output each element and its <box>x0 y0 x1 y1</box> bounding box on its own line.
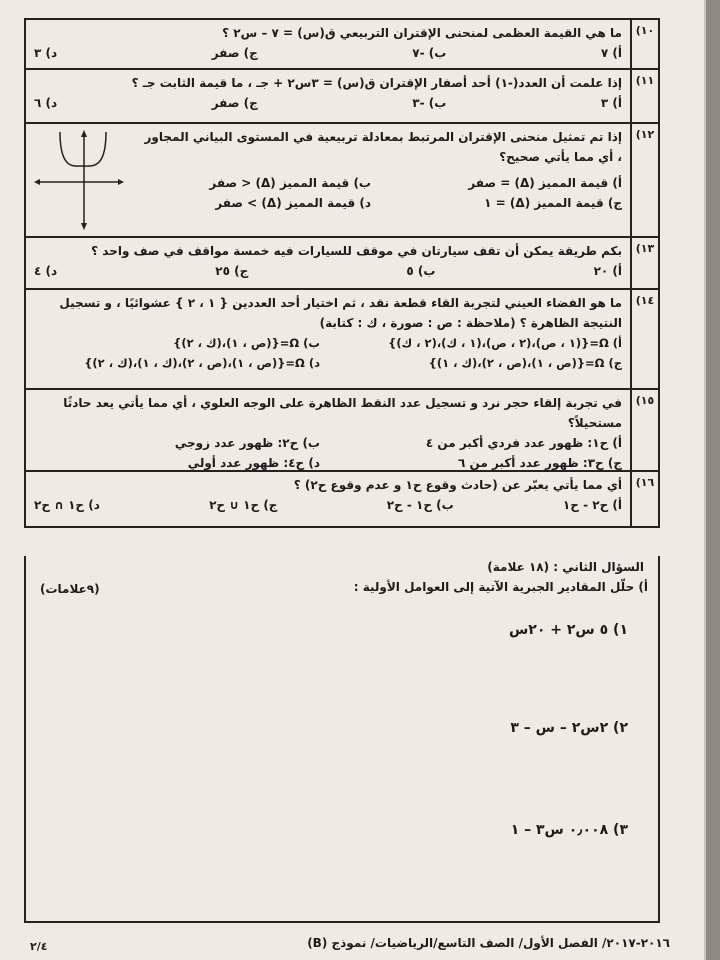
question-14 <box>26 290 658 390</box>
question-text: إذا علمت أن العدد(-١) أحد أصفار الإقتران ق(س) = ٣س٢ + جـ ، ما قيمة الثابت جـ ؟ <box>131 76 622 90</box>
option-b: ب) -٣ <box>412 96 447 110</box>
question-11 <box>26 70 658 124</box>
footer-title: ٢٠١٦-٢٠١٧/ الفصل الأول/ الصف التاسع/الرياضيات/ نموذج (B) <box>307 936 670 950</box>
option-a: أ) ٣ <box>600 96 622 110</box>
question-number: ١١) <box>630 70 658 122</box>
question-two-section <box>24 556 660 923</box>
expression-1: ١) ٥ س٢ + ٢٠س <box>508 622 628 638</box>
question-text: في تجربة إلقاء حجر نرد و تسجيل عدد النقط الظاهرة على الوجه العلوي ، أي مما يأتي يعد حادثًا مستحيلاً؟ <box>63 396 622 430</box>
option-b: ب) ح١ - ح٢ <box>386 498 454 512</box>
question-number: ١٠) <box>630 20 658 68</box>
section-marks: (٩علامات) <box>40 582 100 596</box>
y-axis-arrow-down <box>81 223 87 230</box>
question-text: إذا تم تمثيل منحنى الإقتران المرتبط بمعادلة تربيعية في المستوى البياني المجاور ، أي مما يأتي صحيح؟ <box>144 130 622 164</box>
question-15 <box>26 390 658 472</box>
x-axis-arrow-left <box>34 179 40 185</box>
option-a: أ) Ω={(١ ، ص)،(٢ ، ص)،(١ ، ك)،(٢ ، ك)} <box>388 336 622 350</box>
question-13 <box>26 238 658 290</box>
option-b: ب) ٥ <box>406 264 436 278</box>
option-c: ج) صفر <box>211 96 258 110</box>
question-text: بكم طريقة يمكن أن تقف سيارتان في موقف للسيارات فيه خمسة مواقف في صف واحد ؟ <box>91 244 622 258</box>
section-subtitle: أ) حلّل المقادير الجبرية الآتية إلى العوامل الأولية : <box>353 580 648 594</box>
option-a: أ) ح١: ظهور عدد فردي أكبر من ٤ <box>425 436 622 450</box>
question-text: ما هي القيمة العظمى لمنحنى الإقتران التربيعي ق(س) = ٧ – س٢ ؟ <box>222 26 622 40</box>
option-d: د) Ω={(ص ، ١)،(ص ، ٢)،(ك ، ١)،(ك ، ٢)} <box>84 356 320 370</box>
option-a: أ) ٧ <box>600 46 622 60</box>
option-a: أ) ح٢ - ح١ <box>562 498 622 512</box>
question-number: ١٤) <box>630 290 658 388</box>
option-a: أ) ٢٠ <box>593 264 622 278</box>
question-number: ١٣) <box>630 238 658 288</box>
option-b: ب) قيمة المميز (Δ) < صفر <box>209 176 371 190</box>
section-title: السؤال الثاني : (١٨ علامة) <box>487 560 644 574</box>
option-c: ج) قيمة المميز (Δ) = ١ <box>484 196 622 210</box>
page-number: ٢/٤ <box>30 940 48 953</box>
option-c: ج) Ω={(ص ، ١)،(ص ، ٢)،(ك ، ١)} <box>428 356 622 370</box>
option-b: ب) -٧ <box>412 46 447 60</box>
option-c: ج) ح٣: ظهور عدد أكبر من ٦ <box>458 456 622 470</box>
question-12 <box>26 124 658 238</box>
option-d: د) ح٤: ظهور عدد أولي <box>187 456 320 470</box>
option-d: د) قيمة المميز (Δ) > صفر <box>215 196 371 210</box>
y-axis-arrow-up <box>81 130 87 137</box>
expression-3: ٣) ٠٫٠٠٨ س٣ – ١ <box>510 822 628 838</box>
option-c: ج) ح١ ∪ ح٢ <box>209 498 278 512</box>
question-number: ١٦) <box>630 472 658 526</box>
option-d: د) ٣ <box>34 46 58 60</box>
option-d: د) ٤ <box>34 264 58 278</box>
question-number: ١٢) <box>630 124 658 236</box>
question-text: أي مما يأتي يعبّر عن (حادث وقوع ح١ و عدم وقوع ح٢) ؟ <box>293 478 622 492</box>
option-c: ج) صفر <box>211 46 258 60</box>
option-d: د) ح١ ∩ ح٢ <box>34 498 100 512</box>
parabola-graph <box>34 130 124 230</box>
option-b: ب) Ω={(ص ، ١)،(ك ، ٢)} <box>173 336 320 350</box>
x-axis-arrow-right <box>118 179 124 185</box>
question-text: ما هو الفضاء العيني لتجربة القاء قطعة نقد ، ثم اختيار أحد العددين { ١ ، ٢ } عشوائيًا ، و تسجيل النتيجة الظاهرة ؟ (ملاحظة : ص : صورة ، ك : كتابة) <box>59 296 622 330</box>
option-c: ج) ٢٥ <box>215 264 249 278</box>
parabola-curve <box>60 132 106 166</box>
question-number: ١٥) <box>630 390 658 470</box>
expression-2: ٢) ٢س٢ – س – ٣ <box>510 720 628 736</box>
question-10 <box>26 20 658 70</box>
option-a: أ) قيمة المميز (Δ) = صفر <box>468 176 622 190</box>
questions-table <box>24 18 660 528</box>
option-d: د) ٦ <box>34 96 58 110</box>
option-b: ب) ح٢: ظهور عدد زوجي <box>174 436 320 450</box>
question-16 <box>26 472 658 528</box>
